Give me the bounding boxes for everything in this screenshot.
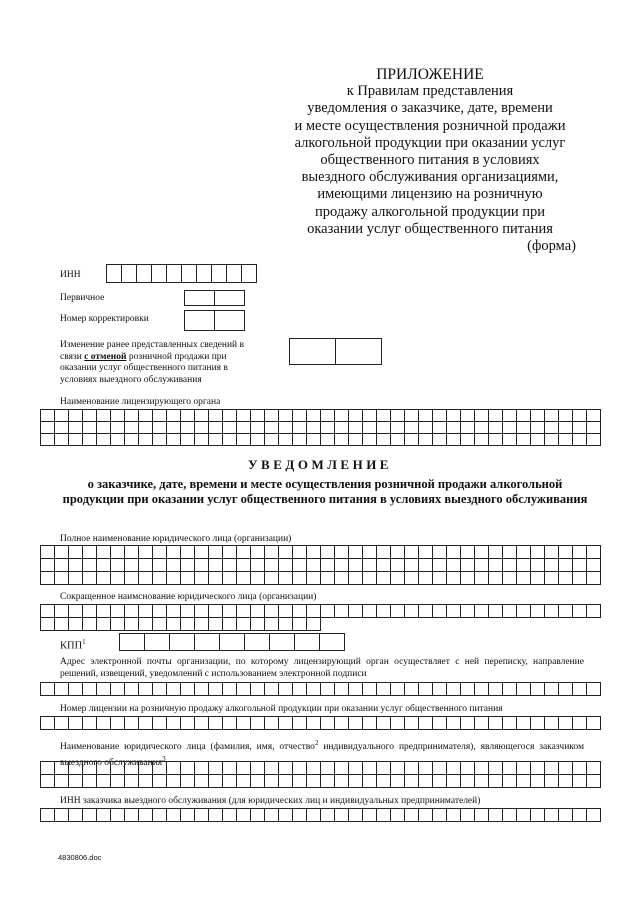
license-number-label: Номер лицензии на розничную продажу алкогольной продукции при оказании услуг общественного питания xyxy=(60,704,503,714)
header-line: алкогольной продукции при оказании услуг xyxy=(294,134,566,151)
notice-subtitle: о заказчике, дате, времени и месте осуществления розничной продажи алкогольной продукции при оказании услуг общественного питания в условиях выездного обслуживания xyxy=(62,477,588,506)
customer-text-part: индивидуального предпринимателя), являющегося заказчиком выездного обслуживания xyxy=(60,742,584,768)
footnote-marker: 2 xyxy=(314,739,319,747)
form-label: (форма) xyxy=(527,238,576,255)
header-line: общественного питания в условиях xyxy=(320,152,540,169)
short-name-label: Сокращенное наимснование юридического лица (организации) xyxy=(60,592,317,602)
kpp-boxes[interactable] xyxy=(119,633,345,651)
primary-boxes[interactable] xyxy=(184,290,245,306)
header-line: оказании услуг общественного питания xyxy=(307,220,553,237)
correction-label: Номер корректировки xyxy=(60,314,149,324)
full-name-grid[interactable] xyxy=(40,545,601,585)
header-line: выездного обслуживания организациями, xyxy=(301,169,559,186)
header-line: к Правилам представления xyxy=(346,83,514,100)
change-text-underlined: с отменой xyxy=(84,351,127,362)
short-name-grid[interactable] xyxy=(40,604,601,631)
footnote-marker: 1 xyxy=(82,638,86,646)
customer-text-part: Наименование юридического лица (фамилия, имя, отчество xyxy=(60,742,315,753)
header-line: продажу алкогольной продукции при xyxy=(315,203,545,220)
kpp-text: КПП xyxy=(60,640,83,652)
change-text-part: Изменение ранее представленных сведений в связи xyxy=(60,340,244,362)
appendix-title: ПРИЛОЖЕНИЕ xyxy=(376,66,484,83)
licensing-body-grid[interactable] xyxy=(40,409,601,446)
customer-name-grid[interactable] xyxy=(40,761,601,788)
change-boxes[interactable] xyxy=(289,338,382,365)
doc-id: 4830806.doc xyxy=(58,853,102,862)
kpp-label xyxy=(60,637,86,652)
header-line: уведомления о заказчике, дате, времени xyxy=(307,100,553,117)
correction-boxes[interactable] xyxy=(184,310,245,331)
header-line: имеющими лицензию на розничную xyxy=(317,186,543,203)
notice-title: УВЕДОМЛЕНИЕ xyxy=(248,457,392,472)
header-line: и месте осуществления розничной продажи xyxy=(294,117,566,134)
appendix-header xyxy=(270,66,590,255)
customer-inn-label: ИНН заказчика выездного обслуживания (для юридических лиц и индивидуальных предпринимателей) xyxy=(60,796,481,806)
inn-boxes[interactable] xyxy=(106,264,257,283)
change-text-part: розничной продажи при оказании услуг общественного питания в условиях выездного обслуживания xyxy=(60,351,228,385)
inn-label: ИНН xyxy=(60,270,81,280)
email-grid[interactable] xyxy=(40,682,601,696)
licensing-body-label: Наименование лицензирующего органа xyxy=(60,397,221,407)
change-info-label xyxy=(60,340,265,386)
license-number-grid[interactable] xyxy=(40,716,601,730)
email-label: Адрес электронной почты организации, по которому лицензирующий орган осуществляет с ней переписку, направление решений, извещений, уведомлений с использованием электронной подписи xyxy=(60,657,584,679)
primary-label: Первичное xyxy=(60,293,105,303)
full-name-label: Полное наименование юридического лица (организации) xyxy=(60,534,292,544)
customer-inn-grid[interactable] xyxy=(40,808,601,822)
footnote-marker: 3 xyxy=(162,754,166,763)
